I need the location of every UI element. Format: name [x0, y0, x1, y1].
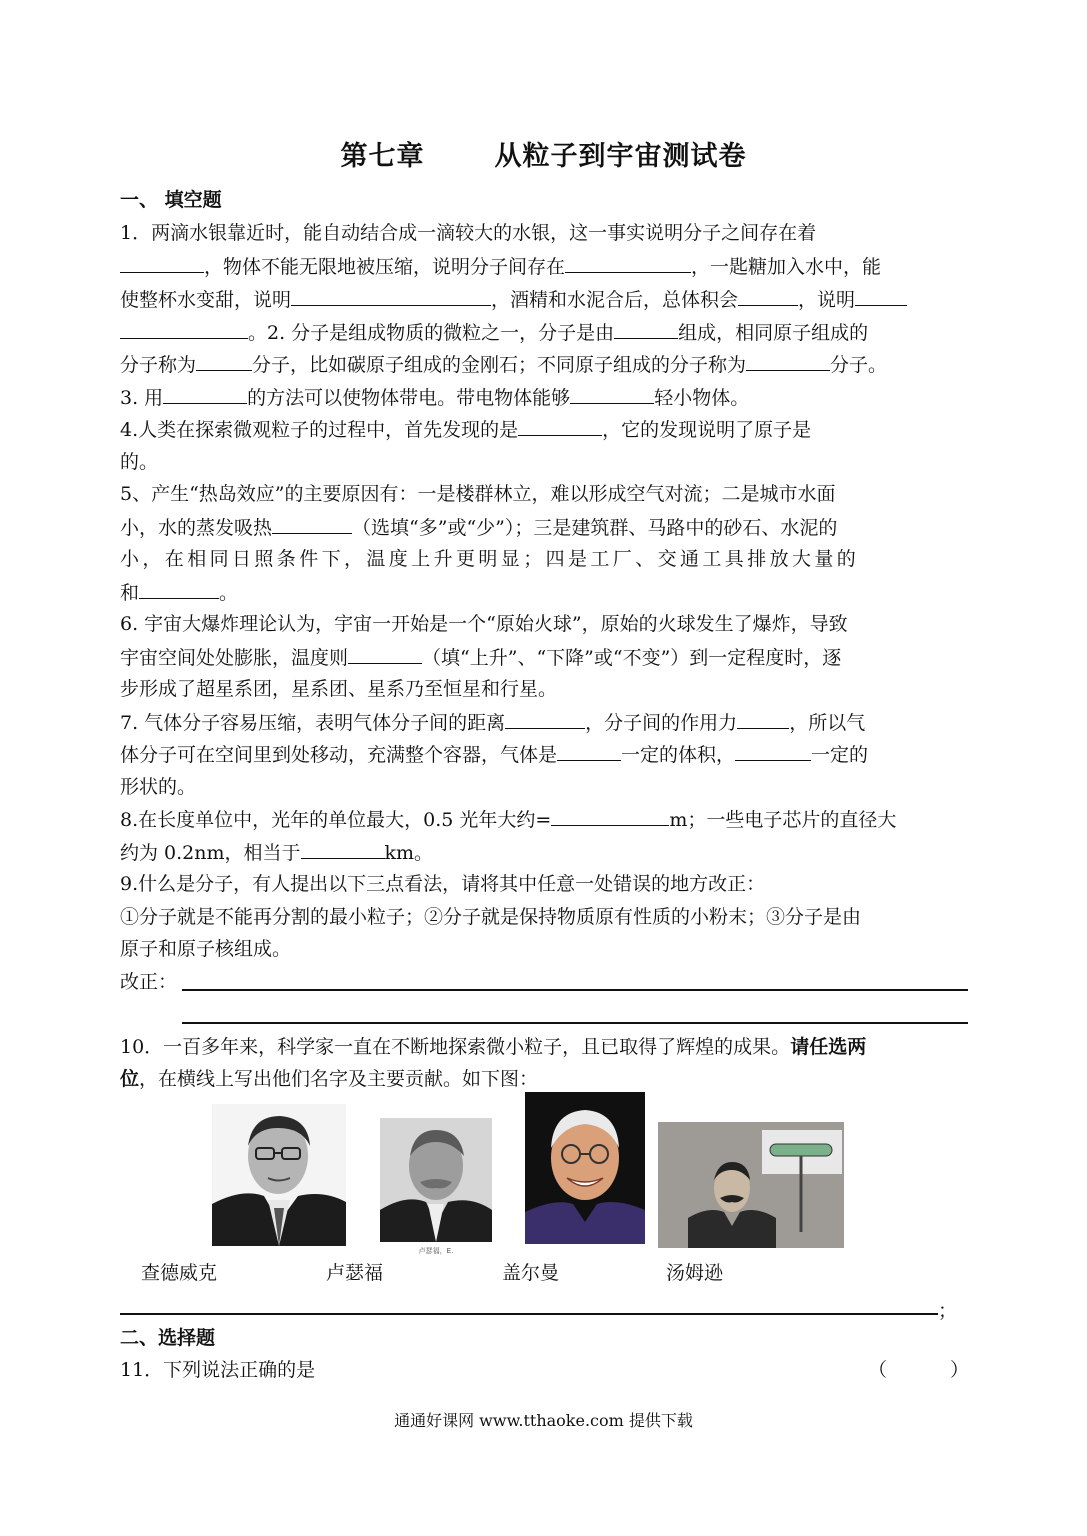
q1-line-4: 。2. 分子是组成物质的微粒之一，分子是由 组成，相同原子组成的 — [120, 316, 970, 349]
q4-line-1: 4.人类在探索微观粒子的过程中，首先发现的是 ，它的发现说明了原子是 — [120, 413, 970, 446]
q9-line-1: 9.什么是分子，有人提出以下三点看法，请将其中任意一处错误的地方改正： — [120, 873, 766, 895]
answer-blank[interactable] — [614, 316, 678, 339]
answer-blank[interactable] — [301, 836, 385, 859]
answer-blank[interactable] — [570, 381, 654, 404]
caption-chadwick: 查德威克 — [141, 1262, 218, 1284]
answer-blank[interactable] — [348, 641, 422, 664]
answer-blank[interactable] — [855, 283, 907, 306]
answer-blank[interactable] — [746, 348, 830, 371]
q10-line-2: 位，在横线上写出他们名字及主要贡献。如下图： — [120, 1068, 539, 1090]
q7-line-3: 形状的。 — [120, 776, 197, 798]
q9-answer-line[interactable] — [182, 989, 968, 991]
chadwick-portrait — [212, 1104, 346, 1246]
q5-line-2: 小，水的蒸发吸热 （选填“多”或“少”）；三是建筑群、马路中的砂石、水泥的 — [120, 511, 970, 544]
answer-blank[interactable] — [565, 250, 691, 273]
q5-line-1: 5、产生“热岛效应”的主要原因有：一是楼群林立，难以形成空气对流；二是城市水面 — [120, 483, 836, 505]
footer-text: 通通好课网 www.tthaoke.com 提供下载 — [394, 1411, 693, 1430]
q9-fix-label: 改正： — [120, 971, 178, 993]
q11-paren-left: （ — [868, 1359, 888, 1381]
q11-paren-right: ） — [950, 1359, 970, 1381]
q1-line-3: 使整杯水变甜，说明 ，酒精和水泥合后，总体积会 ，说明 — [120, 283, 970, 316]
rutherford-portrait — [376, 1114, 496, 1256]
caption-thomson: 汤姆逊 — [666, 1262, 724, 1284]
title-chapter: 第七章 — [340, 141, 425, 172]
caption-gell-mann: 盖尔曼 — [502, 1262, 560, 1284]
q8-line-1: 8.在长度单位中，光年的单位最大，0.5 光年大约= m；一些电子芯片的直径大 — [120, 803, 970, 836]
q8-line-2: 约为 0.2nm，相当于 km。 — [120, 836, 970, 869]
answer-blank[interactable] — [163, 381, 247, 404]
q1-line-1: 1．两滴水银靠近时，能自动结合成一滴较大的水银，这一事实说明分子之间存在着 — [120, 222, 817, 244]
answer-blank[interactable] — [738, 283, 798, 306]
q6-line-3: 步形成了超星系团，星系团、星系乃至恒星和行星。 — [120, 678, 558, 700]
q5-line-3: 小，在相同日照条件下，温度上升更明显；四是工厂、交通工具排放大量的 — [120, 548, 860, 570]
q10-end-punct: ； — [938, 1300, 958, 1322]
caption-rutherford: 卢瑟福 — [326, 1262, 384, 1284]
answer-blank[interactable] — [557, 738, 621, 761]
q9-line-2: ①分子就是不能再分割的最小粒子；②分子就是保持物质原有性质的小粉末；③分子是由 — [120, 906, 862, 928]
q10-line-1: 10．一百多年来，科学家一直在不断地探索微小粒子，且已取得了辉煌的成果。请任选两 — [120, 1036, 867, 1058]
answer-blank[interactable] — [272, 511, 352, 534]
section-fill-blank-heading: 一、 填空题 — [120, 189, 222, 211]
q6-line-2: 宇宙空间处处膨胀，温度则 （填“上升”、“下降”或“不变”）到一定程度时，逐 — [120, 641, 970, 674]
thomson-portrait — [658, 1122, 844, 1248]
answer-blank[interactable] — [551, 803, 669, 826]
answer-blank[interactable] — [518, 413, 602, 436]
q9-answer-line[interactable] — [182, 1022, 968, 1024]
q2-line: 分子称为 分子，比如碳原子组成的金刚石；不同原子组成的分子称为 分子。 — [120, 348, 970, 381]
photo-caption-small: 卢瑟福，E. — [418, 1247, 454, 1255]
answer-blank[interactable] — [196, 348, 252, 371]
q7-line-1: 7. 气体分子容易压缩，表明气体分子间的距离 ，分子间的作用力 ，所以气 — [120, 706, 970, 739]
section-choice-heading: 二、选择题 — [120, 1327, 216, 1349]
answer-blank[interactable] — [735, 738, 811, 761]
q10-answer-line[interactable] — [120, 1313, 938, 1315]
q3-line: 3. 用 的方法可以使物体带电。带电物体能够 轻小物体。 — [120, 381, 970, 414]
answer-blank[interactable] — [505, 706, 585, 729]
answer-blank[interactable] — [139, 576, 219, 599]
gell-mann-portrait — [525, 1092, 645, 1244]
q6-line-1: 6. 宇宙大爆炸理论认为，宇宙一开始是一个“原始火球”，原始的火球发生了爆炸，导致 — [120, 613, 848, 635]
q5-line-4: 和 。 — [120, 576, 970, 609]
q11-text: 11．下列说法正确的是 — [120, 1359, 316, 1381]
q9-line-3: 原子和原子核组成。 — [120, 938, 292, 960]
title-topic: 从粒子到宇宙测试卷 — [494, 141, 747, 172]
answer-blank[interactable] — [291, 283, 491, 306]
answer-blank[interactable] — [737, 706, 789, 729]
answer-blank[interactable] — [120, 250, 204, 273]
answer-blank[interactable] — [120, 316, 248, 339]
page-title — [0, 134, 1087, 173]
q1-line-2: ，物体不能无限地被压缩，说明分子间存在 ，一匙糖加入水中，能 — [120, 250, 970, 283]
q7-line-2: 体分子可在空间里到处移动，充满整个容器，气体是 一定的体积， 一定的 — [120, 738, 970, 771]
q4-line-2: 的。 — [120, 451, 159, 473]
